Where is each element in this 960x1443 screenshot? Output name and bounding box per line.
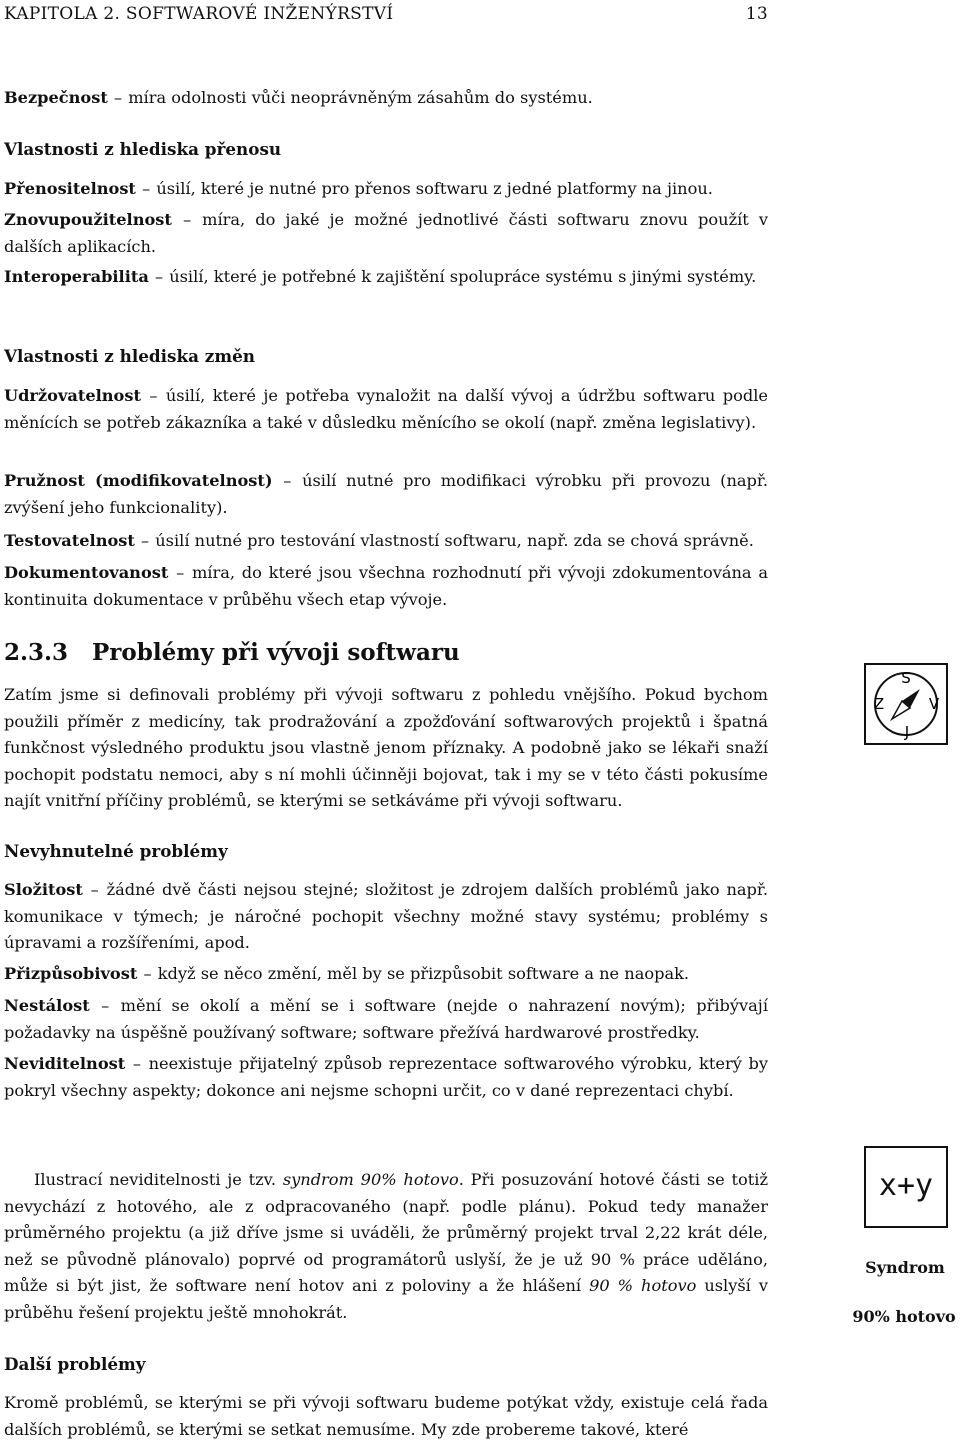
desc: úsilí, které je potřebné k zajištění spolupráce systému s jinými systémy. <box>169 267 757 286</box>
desc: úsilí nutné pro testování vlastností softwaru, např. zda se chová správně. <box>155 531 754 550</box>
compass-west: Z <box>873 695 885 713</box>
definition-testability: Testovatelnost – úsilí nutné pro testování vlastností softwaru, např. zda se chová správně. <box>4 531 754 550</box>
desc: úsilí nutné pro modifikaci výrobku při provozu (např. zvýšení jeho funkcionality). <box>4 471 768 517</box>
definition-security: Bezpečnost – míra odolnosti vůči neoprávněným zásahům do systému. <box>4 88 593 107</box>
section-number: 2.3.3 <box>4 639 69 666</box>
text: Ilustrací neviditelnosti je tzv. <box>34 1170 283 1189</box>
definition-complexity: Složitost – žádné dvě části nejsou stejné; složitost je zdrojem dalších problémů jako např. komunikace v týmech; je náročné pochopit všechny možné stavy systému; problémy s úpravami a rozšířeními, apod. <box>4 880 768 952</box>
compass-south: J <box>904 723 910 741</box>
syndrome-label-line2: 90% hotovo <box>852 1307 956 1326</box>
chapter-title: KAPITOLA 2. SOFTWAROVÉ INŽENÝRSTVÍ <box>4 4 394 24</box>
term: Bezpečnost <box>4 88 108 107</box>
term: Interoperabilita <box>4 267 149 286</box>
compass-svg <box>866 665 946 743</box>
syndrome-icon-text: x+y <box>878 1168 934 1203</box>
desc: neexistuje přijatelný způsob reprezentace softwarového výrobku, který by pokryl všechny aspekty; dokonce ani nejsme schopni určit, co v dané reprezentaci chybí. <box>4 1054 768 1100</box>
term: Udržovatelnost <box>4 386 141 405</box>
definition-maintainability: Udržovatelnost – úsilí, které je potřeba vynaložit na další vývoj a údržbu softwaru podle měnících se potřeb zákazníka a také v důsledku měnícího se okolí (např. změna legislativy). <box>4 386 769 432</box>
desc: žádné dvě části nejsou stejné; složitost je zdrojem dalších problémů jako např. komunikace v týmech; je náročné pochopit všechny možné stavy systému; problémy s úpravami a rozšířeními, apod. <box>4 880 768 952</box>
compass-east: V <box>928 695 940 713</box>
definition-interoperability: Interoperabilita – úsilí, které je potřebné k zajištění spolupráce systému s jinými systémy. <box>4 267 757 286</box>
syndrome-label-line1: Syndrom <box>865 1258 945 1277</box>
term: Testovatelnost <box>4 531 135 550</box>
other-paragraph: Kromě problémů, se kterými se při vývoji softwaru budeme potýkat vždy, existuje celá řada dalších problémů, se kterými se setkat nemusíme. My zde probereme takové, které <box>4 1393 768 1439</box>
definition-conformity: Přizpůsobivost – když se něco změní, měl by se přizpůsobit software a ne naopak. <box>4 964 690 983</box>
definition-reusability: Znovupoužitelnost – míra, do jaké je možné jednotlivé části softwaru znovu použít v dalších aplikacích. <box>4 210 769 256</box>
desc: míra, do které jsou všechna rozhodnutí při vývoji zdokumentována a kontinuita dokumentace v průběhu všech etap vývoje. <box>4 563 768 609</box>
term: Složitost <box>4 880 83 899</box>
definition-invisibility: Neviditelnost – neexistuje přijatelný způsob reprezentace softwarového výrobku, který by pokryl všechny aspekty; dokonce ani nejsme schopni určit, co v dané reprezentaci chybí. <box>4 1054 768 1100</box>
term: Znovupoužitelnost <box>4 210 172 229</box>
subheading-transfer: Vlastnosti z hlediska přenosu <box>4 139 282 159</box>
desc: míra odolnosti vůči neoprávněným zásahům do systému. <box>128 88 593 107</box>
syndrome-paragraph <box>4 1167 768 1326</box>
definition-flexibility: Pružnost (modifikovatelnost) – úsilí nutné pro modifikaci výrobku při provozu (např. zvýšení jeho funkcionality). <box>4 471 768 517</box>
definition-changeability: Nestálost – mění se okolí a mění se i software (nejde o nahrazení novým); přibývají požadavky na úspěšně používaný software; software přežívá hardwarové prostředky. <box>4 996 768 1042</box>
desc: když se něco změní, měl by se přizpůsobit software a ne naopak. <box>157 964 690 983</box>
emphasis: syndrom 90% hotovo <box>282 1170 459 1189</box>
section-intro: Zatím jsme si definovali problémy při vývoji softwaru z pohledu vnějšího. Pokud bychom použili příměr z medicíny, tak prodražování a zpožďování softwarových projektů i špatná funkčnost výsledného produktu jsou vlastně jenom příznaky. A podobně jako se lékaři snaží pochopit podstatu nemoci, aby s ní mohli účinněji bojovat, tak i my se v této části pokusíme najít vnitřní příčiny problémů, se kterými se setkáváme při vývoji softwaru. <box>4 685 768 810</box>
term: Přizpůsobivost <box>4 964 138 983</box>
subheading-unavoidable: Nevyhnutelné problémy <box>4 841 228 861</box>
term: Nestálost <box>4 996 90 1015</box>
page-number: 13 <box>745 4 768 24</box>
term: Pružnost (modifikovatelnost) <box>4 471 273 490</box>
desc: míra, do jaké je možné jednotlivé části softwaru znovu použít v dalších aplikacích. <box>4 210 769 256</box>
section-title: Problémy při vývoji softwaru <box>92 639 460 666</box>
emphasis: 90 % hotovo <box>589 1276 697 1295</box>
subheading-changes: Vlastnosti z hlediska změn <box>4 346 255 366</box>
term: Neviditelnost <box>4 1054 126 1073</box>
desc: úsilí, které je potřeba vynaložit na další vývoj a údržbu softwaru podle měnících se potřeb zákazníka a také v důsledku měnícího se okolí (např. změna legislativy). <box>4 386 769 432</box>
definition-portability: Přenositelnost – úsilí, které je nutné pro přenos softwaru z jedné platformy na jinou. <box>4 179 713 198</box>
compass-icon <box>864 663 948 745</box>
section-heading <box>4 639 460 666</box>
desc: mění se okolí a mění se i software (nejde o nahrazení novým); přibývají požadavky na úspěšně používaný software; software přežívá hardwarové prostředky. <box>4 996 768 1042</box>
text: . Při posuzování hotové části se totiž nevychází z hotového, ale z odpracovaného (např. podle plánu). Pokud tedy manažer průměrného projektu (a již dříve jsme si uváděli, že průměrný projekt trval 2,22 krát déle, než se původně plánovalo) poprvé od programátorů uslyší, že je už 90 % práce uděláno, může si být jist, že software není hotov ani z poloviny a že hlášení <box>4 1170 768 1295</box>
text: uslyší v průběhu řešení projektu ještě mnohokrát. <box>4 1276 768 1322</box>
definition-documentation: Dokumentovanost – míra, do které jsou všechna rozhodnutí při vývoji zdokumentována a kontinuita dokumentace v průběhu všech etap vývoje. <box>4 563 768 609</box>
desc: úsilí, které je nutné pro přenos softwaru z jedné platformy na jinou. <box>156 179 713 198</box>
subheading-other: Další problémy <box>4 1354 146 1374</box>
term: Dokumentovanost <box>4 563 169 582</box>
compass-north: S <box>901 669 911 687</box>
page-header <box>4 4 768 28</box>
term: Přenositelnost <box>4 179 136 198</box>
syndrome-icon <box>864 1146 948 1228</box>
